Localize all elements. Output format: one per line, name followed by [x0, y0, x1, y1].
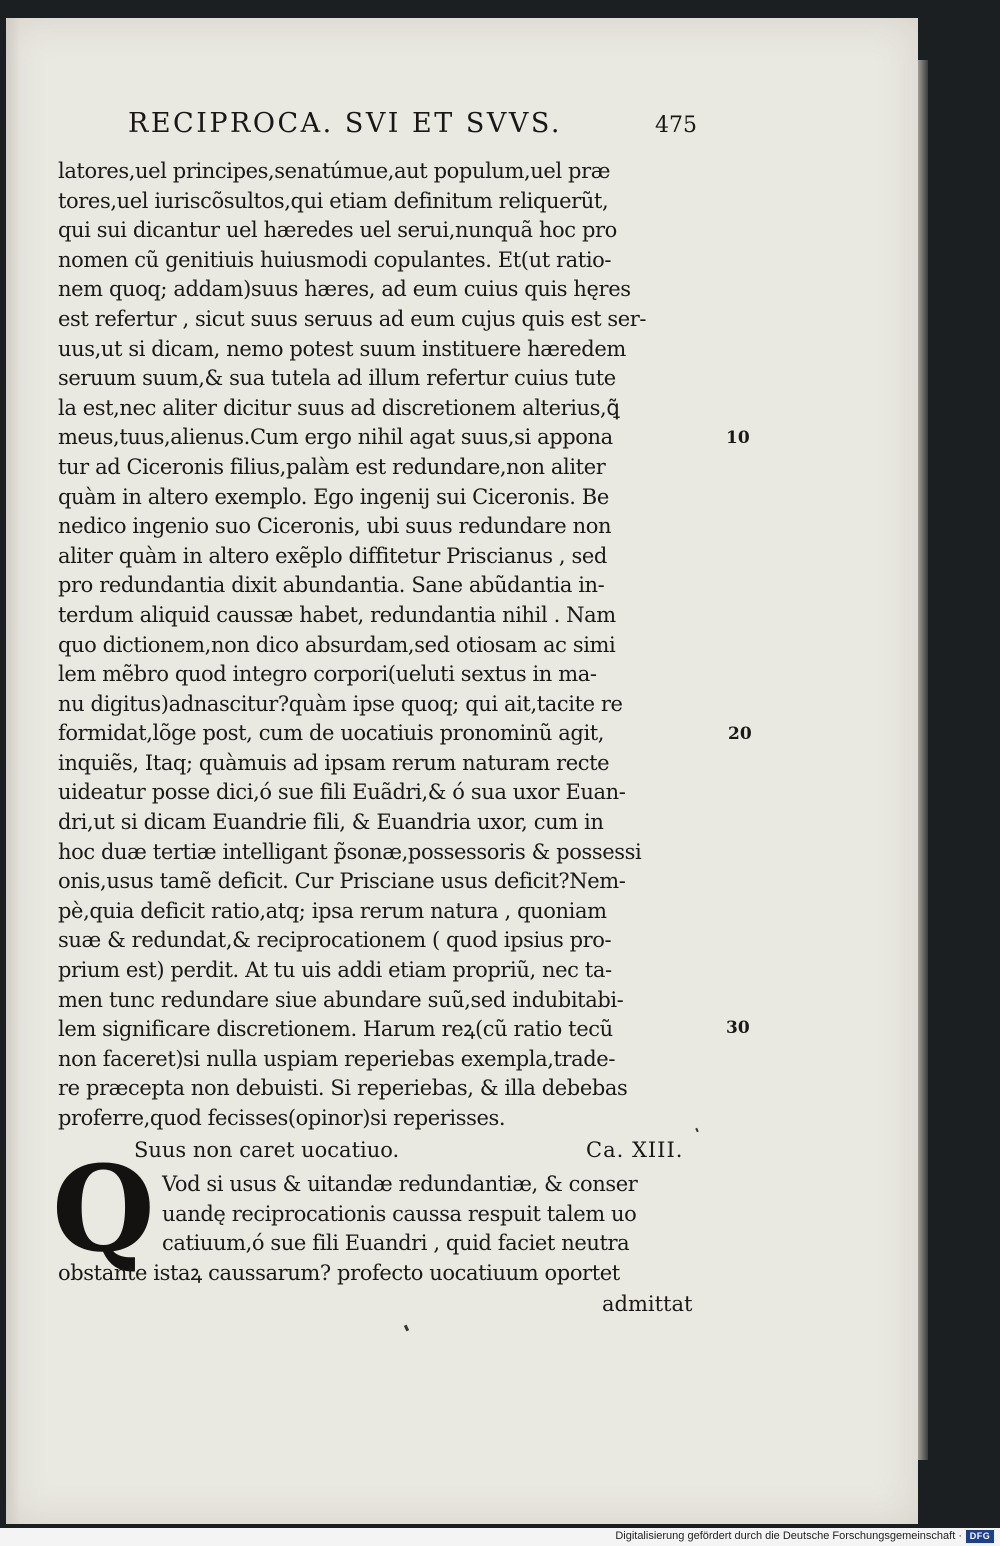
running-title: RECIPROCA. SVI ET SVVS.: [128, 108, 562, 139]
text-line: non faceret)si nulla uspiam reperiebas exempla,trade-: [58, 1046, 616, 1071]
text-line: quo dictionem,non dico absurdam,sed otiosam ac simi: [58, 632, 616, 657]
text-line: prium est) perdit. At tu uis addi etiam propriũ, nec ta-: [58, 958, 612, 983]
text-line: qui sui dicantur uel hæredes uel serui,nunquã hoc pro: [58, 218, 617, 243]
text-line: dri,ut si dicam Euandrie fili, & Euandria uxor, cum in: [58, 810, 604, 835]
text-line: formidat,lõge post, cum de uocatiuis pronominũ agit,: [58, 721, 605, 746]
decorated-initial: Q: [52, 1139, 155, 1278]
catchword: admittat: [602, 1292, 693, 1316]
text-line: tores,uel iuriscõsultos,qui etiam definitum reliquerũt,: [58, 188, 609, 213]
text-line: tur ad Ciceronis filius,palàm est redundare,non aliter: [58, 454, 606, 479]
text-line: nedico ingenio suo Ciceronis, ubi suus redundare non: [58, 514, 612, 539]
text-line: quàm in altero exemplo. Ego ingenij sui Ciceronis. Be: [58, 484, 609, 509]
chapter-text-line: Vod si usus & uitandæ redundantiæ, & conser: [162, 1172, 638, 1196]
text-line: inquiẽs, Itaq; quàmuis ad ipsam rerum naturam recte: [58, 750, 610, 775]
text-line: suæ & redundat,& reciprocationem ( quod ipsius pro-: [58, 928, 612, 953]
text-line: est refertur , sicut suus seruus ad eum cujus quis est ser-: [58, 306, 647, 331]
text-line: meus,tuus,alienus.Cum ergo nihil agat suus,si appona: [58, 425, 613, 450]
text-line: re præcepta non debuisti. Si reperiebas, & illa debebas: [58, 1076, 628, 1101]
text-line: nu digitus)adnascitur?quàm ipse quoq; qui ait,tacite re: [58, 691, 623, 716]
chapter-text-line: uandę reciprocationis caussa respuit talem uo: [162, 1201, 637, 1226]
chapter-number: Ca. XIII.: [586, 1138, 684, 1162]
margin-note-30: 30: [726, 1018, 750, 1038]
text-line: nomen cũ genitiuis huiusmodi copulantes. Et(ut ratio-: [58, 247, 612, 272]
gutter-shadow: [6, 18, 20, 1524]
text-line: uideatur posse dici,ó sue fili Euãdri,& ó sua uxor Euan-: [58, 780, 626, 805]
text-line: seruum suum,& sua tutela ad illum refertur cuius tute: [58, 366, 616, 391]
margin-note-20: 20: [728, 724, 752, 744]
text-line: hoc duæ tertiæ intelligant p̃sonæ,possessoris & possessi: [58, 839, 642, 864]
chapter-text-block: [58, 1170, 720, 1288]
chapter-title: Suus non caret uocatiuo.: [134, 1138, 400, 1162]
folio-number: 475: [655, 113, 697, 138]
margin-note-10: 10: [726, 428, 750, 448]
text-line: lem mẽbro quod integro corpori(ueluti sextus in ma-: [58, 662, 597, 687]
text-line: men tunc redundare siue abundare suũ,sed indubitabi-: [58, 987, 624, 1012]
funding-footer: [0, 1528, 1000, 1546]
text-line: pro redundantia dixit abundantia. Sane abũdantia in-: [58, 573, 605, 598]
dfg-logo-icon: DFG: [966, 1530, 994, 1543]
text-line: proferre,quod fecisses(opinor)si reperisses.: [58, 1106, 506, 1130]
chapter-heading: [134, 1138, 724, 1168]
text-line: terdum aliquid caussæ habet, redundantia nihil . Nam: [58, 602, 616, 627]
text-line: onis,usus tamẽ deficit. Cur Prisciane usus deficit?Nem-: [58, 869, 626, 894]
chapter-text-line: catiuum,ó sue fili Euandri , quid faciet neutra: [162, 1231, 630, 1256]
text-line: la est,nec aliter dicitur suus ad discretionem alterius,ꝗ̃: [58, 395, 620, 420]
funding-note: Digitalisierung gefördert durch die Deutsche Forschungsgemeinschaft ·: [615, 1530, 962, 1542]
body-text-block: [58, 157, 720, 1134]
text-line: lem significare discretionem. Harum reꝝ(cũ ratio tecũ: [58, 1017, 613, 1042]
chapter-text-line: obstante istaꝝ caussarum? profecto uocatiuum oportet: [58, 1260, 620, 1285]
text-line: aliter quàm in altero exẽplo diffitetur Priscianus , sed: [58, 543, 607, 568]
text-line: nem quoq; addam)suus hæres, ad eum cuius quis hęres: [58, 277, 631, 302]
running-head: [128, 108, 728, 148]
page-fore-edge: [918, 60, 928, 1460]
text-line: latores,uel principes,senatúmue,aut populum,uel præ: [58, 159, 611, 183]
text-line: uus,ut si dicam, nemo potest suum instituere hæredem: [58, 336, 626, 361]
text-line: pè,quia deficit ratio,atq; ipsa rerum natura , quoniam: [58, 898, 607, 923]
